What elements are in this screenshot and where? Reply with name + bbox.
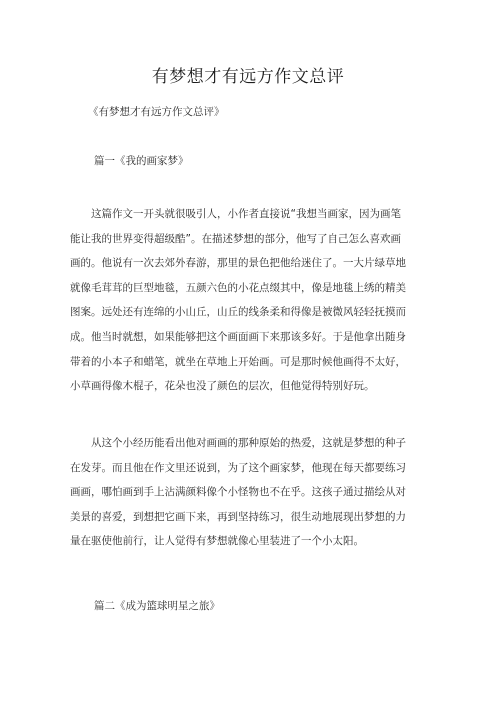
paragraph-line: 在发芽。而且他在作文里还说到，为了这个画家梦，他现在每天都要练习 — [70, 461, 406, 474]
paragraph-1 — [70, 202, 428, 399]
section-heading-2: 篇二《成为篮球明星之旅》 — [94, 600, 220, 612]
paragraph-line: 成。他当时就想，如果能够把这个画面画下来那该多好。于是他拿出随身 — [70, 330, 406, 343]
paragraph-2 — [70, 431, 428, 554]
paragraph-line: 小草画得像木棍子，花朵也没了颜色的层次，但他觉得特别好玩。 — [70, 380, 375, 393]
paragraph-line: 美景的喜爱，到想把它画下来，再到坚持练习，很生动地展现出梦想的力 — [70, 510, 406, 523]
paragraph-line: 从这个小经历能看出他对画画的那种原始的热爱，这就是梦想的种子 — [91, 437, 406, 449]
document-title: 有梦想才有远方作文总评 — [151, 67, 345, 87]
paragraph-line: 能让我的世界变得超级酷”。在描述梦想的部分，他写了自己怎么喜欢画 — [70, 232, 401, 245]
paragraph-line: 画的。他说有一次去郊外春游，那里的景色把他给迷住了。一大片绿草地 — [70, 257, 406, 270]
paragraph-line: 带着的小本子和蜡笔，就坐在草地上开始画。可是那时候他画得不太好， — [70, 355, 406, 368]
paragraph-line: 这篇作文一开头就很吸引人，小作者直接说“我想当画家，因为画笔 — [91, 208, 401, 220]
paragraph-line: 图案。远处还有连绵的小山丘，山丘的线条柔和得像是被微风轻轻抚摸而 — [70, 306, 406, 319]
paragraph-line: 画画，哪怕画到手上沾满颜料像个小怪物也不在乎。这孩子通过描绘从对 — [70, 486, 406, 499]
document-subtitle: 《有梦想才有远方作文总评》 — [88, 106, 225, 118]
section-heading-1: 篇一《我的画家梦》 — [94, 155, 189, 167]
paragraph-line: 量在驱使他前行，让人觉得有梦想就像心里装进了一个小太阳。 — [70, 535, 364, 548]
paragraph-line: 就像毛茸茸的巨型地毯，五颜六色的小花点缀其中，像是地毯上绣的精美 — [70, 281, 406, 294]
